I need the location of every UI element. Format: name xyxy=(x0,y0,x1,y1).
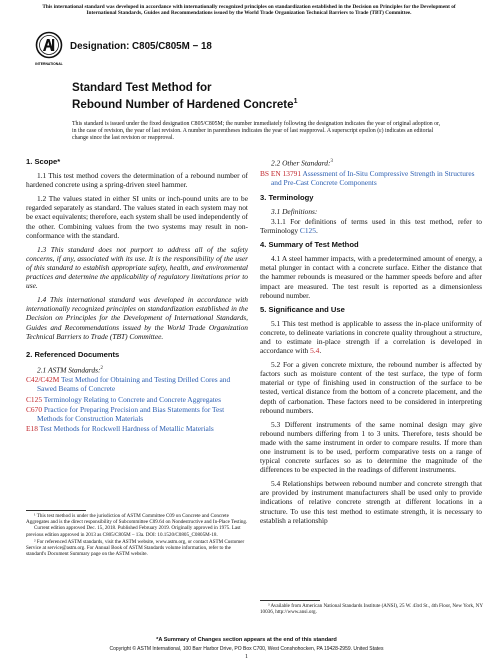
paragraph-1-3: 1.3 This standard does not purport to address all of the safety concerns, if any, associated with its use. It is the responsibility of the user of this standard to establish appropriate safety, health, and environmental practices and determine the applicability of regulatory limitations prior to use. xyxy=(26,244,248,291)
right-column xyxy=(260,157,482,530)
paragraph-5-3: 5.3 Different instruments of the same nominal design may give rebound numbers differing from 1 to 3 units. Therefore, tests should be made with the same instrument in order to compare results. If more than one instrument is to be used, perform comparative tests on a range of typical concrete surfaces so as to determine the magnitude of the differences to be expected in the readings of different instruments. xyxy=(260,419,482,475)
link-5-4[interactable]: 5.4 xyxy=(310,346,320,356)
tbt-notice: This international standard was developed in accordance with internationally recognized principles on standardization established in the Decision on Principles for the Development of International Standards, Guides and Recommendations issued by the World Trade Organization Technical Barriers to Trade (TBT) Committee. xyxy=(42,4,456,17)
reference-e18[interactable]: E18 Test Methods for Rockwell Hardness of Metallic Materials xyxy=(26,423,214,433)
summary-heading: 4. Summary of Test Method xyxy=(260,240,359,250)
reference-c670[interactable]: C670 Practice for Preparing Precision and Bias Statements for Test Methods for Construction Materials xyxy=(26,404,225,423)
link-c125[interactable]: C125 xyxy=(299,226,316,236)
left-column xyxy=(26,157,248,434)
standard-issue-note: This standard is issued under the fixed designation C805/C805M; the number immediately following the designation indicates the year of original adoption or, in the case of revision, the year of last revision. A number in parentheses indicates the year of last reapproval. A superscript epsilon (ε) indicates an editorial change since the last revision or reapproval. xyxy=(72,121,441,142)
footnote-1: ¹ This test method is under the jurisdiction of ASTM Committee C09 on Concrete and Concrete Aggregates and is the direct responsibility of Subcommittee C09.64 on Nondestructive and In-Place Testing. xyxy=(26,513,248,526)
other-standard-label: 2.2 Other Standard:$^3$ xyxy=(271,158,333,168)
terminology-heading: 3. Terminology xyxy=(260,192,314,202)
paragraph-1-4: 1.4 This international standard was developed in accordance with internationally recognized principles on standardization established in the Decision on Principles for the Development of International Standards, Guides and Recommendations issued by the World Trade Organization Technical Barriers to Trade (TBT) Committee. xyxy=(26,295,248,341)
document-title xyxy=(72,81,298,111)
significance-heading: 5. Significance and Use xyxy=(260,304,345,314)
reference-c42[interactable]: C42/C42M Test Method for Obtaining and Testing Drilled Cores and Sawed Beams of Concrete xyxy=(26,375,231,394)
definitions-label: 3.1 Definitions: xyxy=(271,206,318,216)
reference-bs-en-13791[interactable]: BS EN 13791 Assessment of In-Situ Compressive Strength in Structures and Pre-Cast Concrete Components xyxy=(260,168,475,187)
title-line-2: Rebound Number of Hardened Concrete$^1$ xyxy=(72,97,298,111)
logo-text: INTERNATIONAL xyxy=(35,62,63,66)
scope-heading: 1. Scope* xyxy=(26,157,61,166)
title-line-1: Standard Test Method for xyxy=(72,81,212,94)
paragraph-5-4: 5.4 Relationships between rebound number and concrete strength that are provided by instrument manufacturers shall be used only to provide indications of relative concrete strength at different locations in a structure. To use this test method to estimate strength, it is necessary to establish a relationship xyxy=(260,479,482,525)
left-footnotes xyxy=(26,513,250,557)
footnote-divider-right xyxy=(260,600,320,601)
footnote-divider-left xyxy=(26,510,86,511)
page-number: 1 xyxy=(245,654,248,660)
paragraph-1-1: 1.1 This test method covers the determination of a rebound number of hardened concrete using a spring-driven steel hammer. xyxy=(26,171,248,190)
footnote-3: ³ Available from American National Standards Institute (ANSI), 25 W. 43rd St., 4th Floor, New York, NY 10036, http://www.ansi.org. xyxy=(260,603,483,616)
astm-standards-label: 2.1 ASTM Standards:$^2$ xyxy=(37,365,103,375)
reference-c125[interactable]: C125 Terminology Relating to Concrete and Concrete Aggregates xyxy=(26,394,221,404)
footnote-1-edition: Current edition approved Dec. 15, 2018. Published February 2019. Originally approved in 1975. Last previous edition approved in 2013 as C805/C805M – 13a. DOI: 10.1520/C0805_C0805M-18. xyxy=(26,525,241,538)
astm-logo-icon xyxy=(34,30,64,70)
paragraph-1-2: 1.2 The values stated in either SI units or inch-pound units are to be regarded separately as standard. The values stated in each system may not be exact equivalents; therefore, each system shall be used independently of the other. Combining values from the two systems may result in non-conformance with the standard. xyxy=(26,194,248,240)
paragraph-3-1-1: 3.1.1 For definitions of terms used in this test method, refer to Terminology C125. xyxy=(260,216,482,236)
summary-of-changes-note: *A Summary of Changes section appears at the end of this standard xyxy=(156,637,337,643)
copyright-line: Copyright © ASTM International, 100 Barr Harbor Drive, PO Box C700, West Conshohocken, PA 19428-2959. United States xyxy=(109,646,384,652)
footnote-2: ² For referenced ASTM standards, visit the ASTM website, www.astm.org, or contact ASTM Customer Service at service@astm.org. For Annual Book of ASTM Standards volume information, refer to the standard's Document Summary page on the ASTM website. xyxy=(26,538,245,558)
paragraph-5-2: 5.2 For a given concrete mixture, the rebound number is affected by factors such as moisture content of the test surface, the type of form material or type of finishing used in construction of the surface to be tested, vertical distance from the bottom of a concrete placement, and the depth of carbonation. These factors need to be considered in interpreting rebound numbers. xyxy=(260,360,482,415)
referenced-documents-heading: 2. Referenced Documents xyxy=(26,349,120,359)
title-footnote-marker: 1 xyxy=(293,97,298,105)
designation: Designation: C805/C805M − 18 xyxy=(70,41,212,52)
paragraph-4-1: 4.1 A steel hammer impacts, with a predetermined amount of energy, a metal plunger in contact with a concrete surface. Either the distance that the hammer rebounds is measured or the hammer speeds before and after impact are measured. The test result is reported as a dimensionless rebound number. xyxy=(260,254,482,300)
paragraph-5-1: 5.1 This test method is applicable to assess the in-place uniformity of concrete, to delineate variations in concrete quality throughout a structure, and to estimate in-place strength if a correlation is developed in accordance with 5.4. xyxy=(260,318,482,356)
